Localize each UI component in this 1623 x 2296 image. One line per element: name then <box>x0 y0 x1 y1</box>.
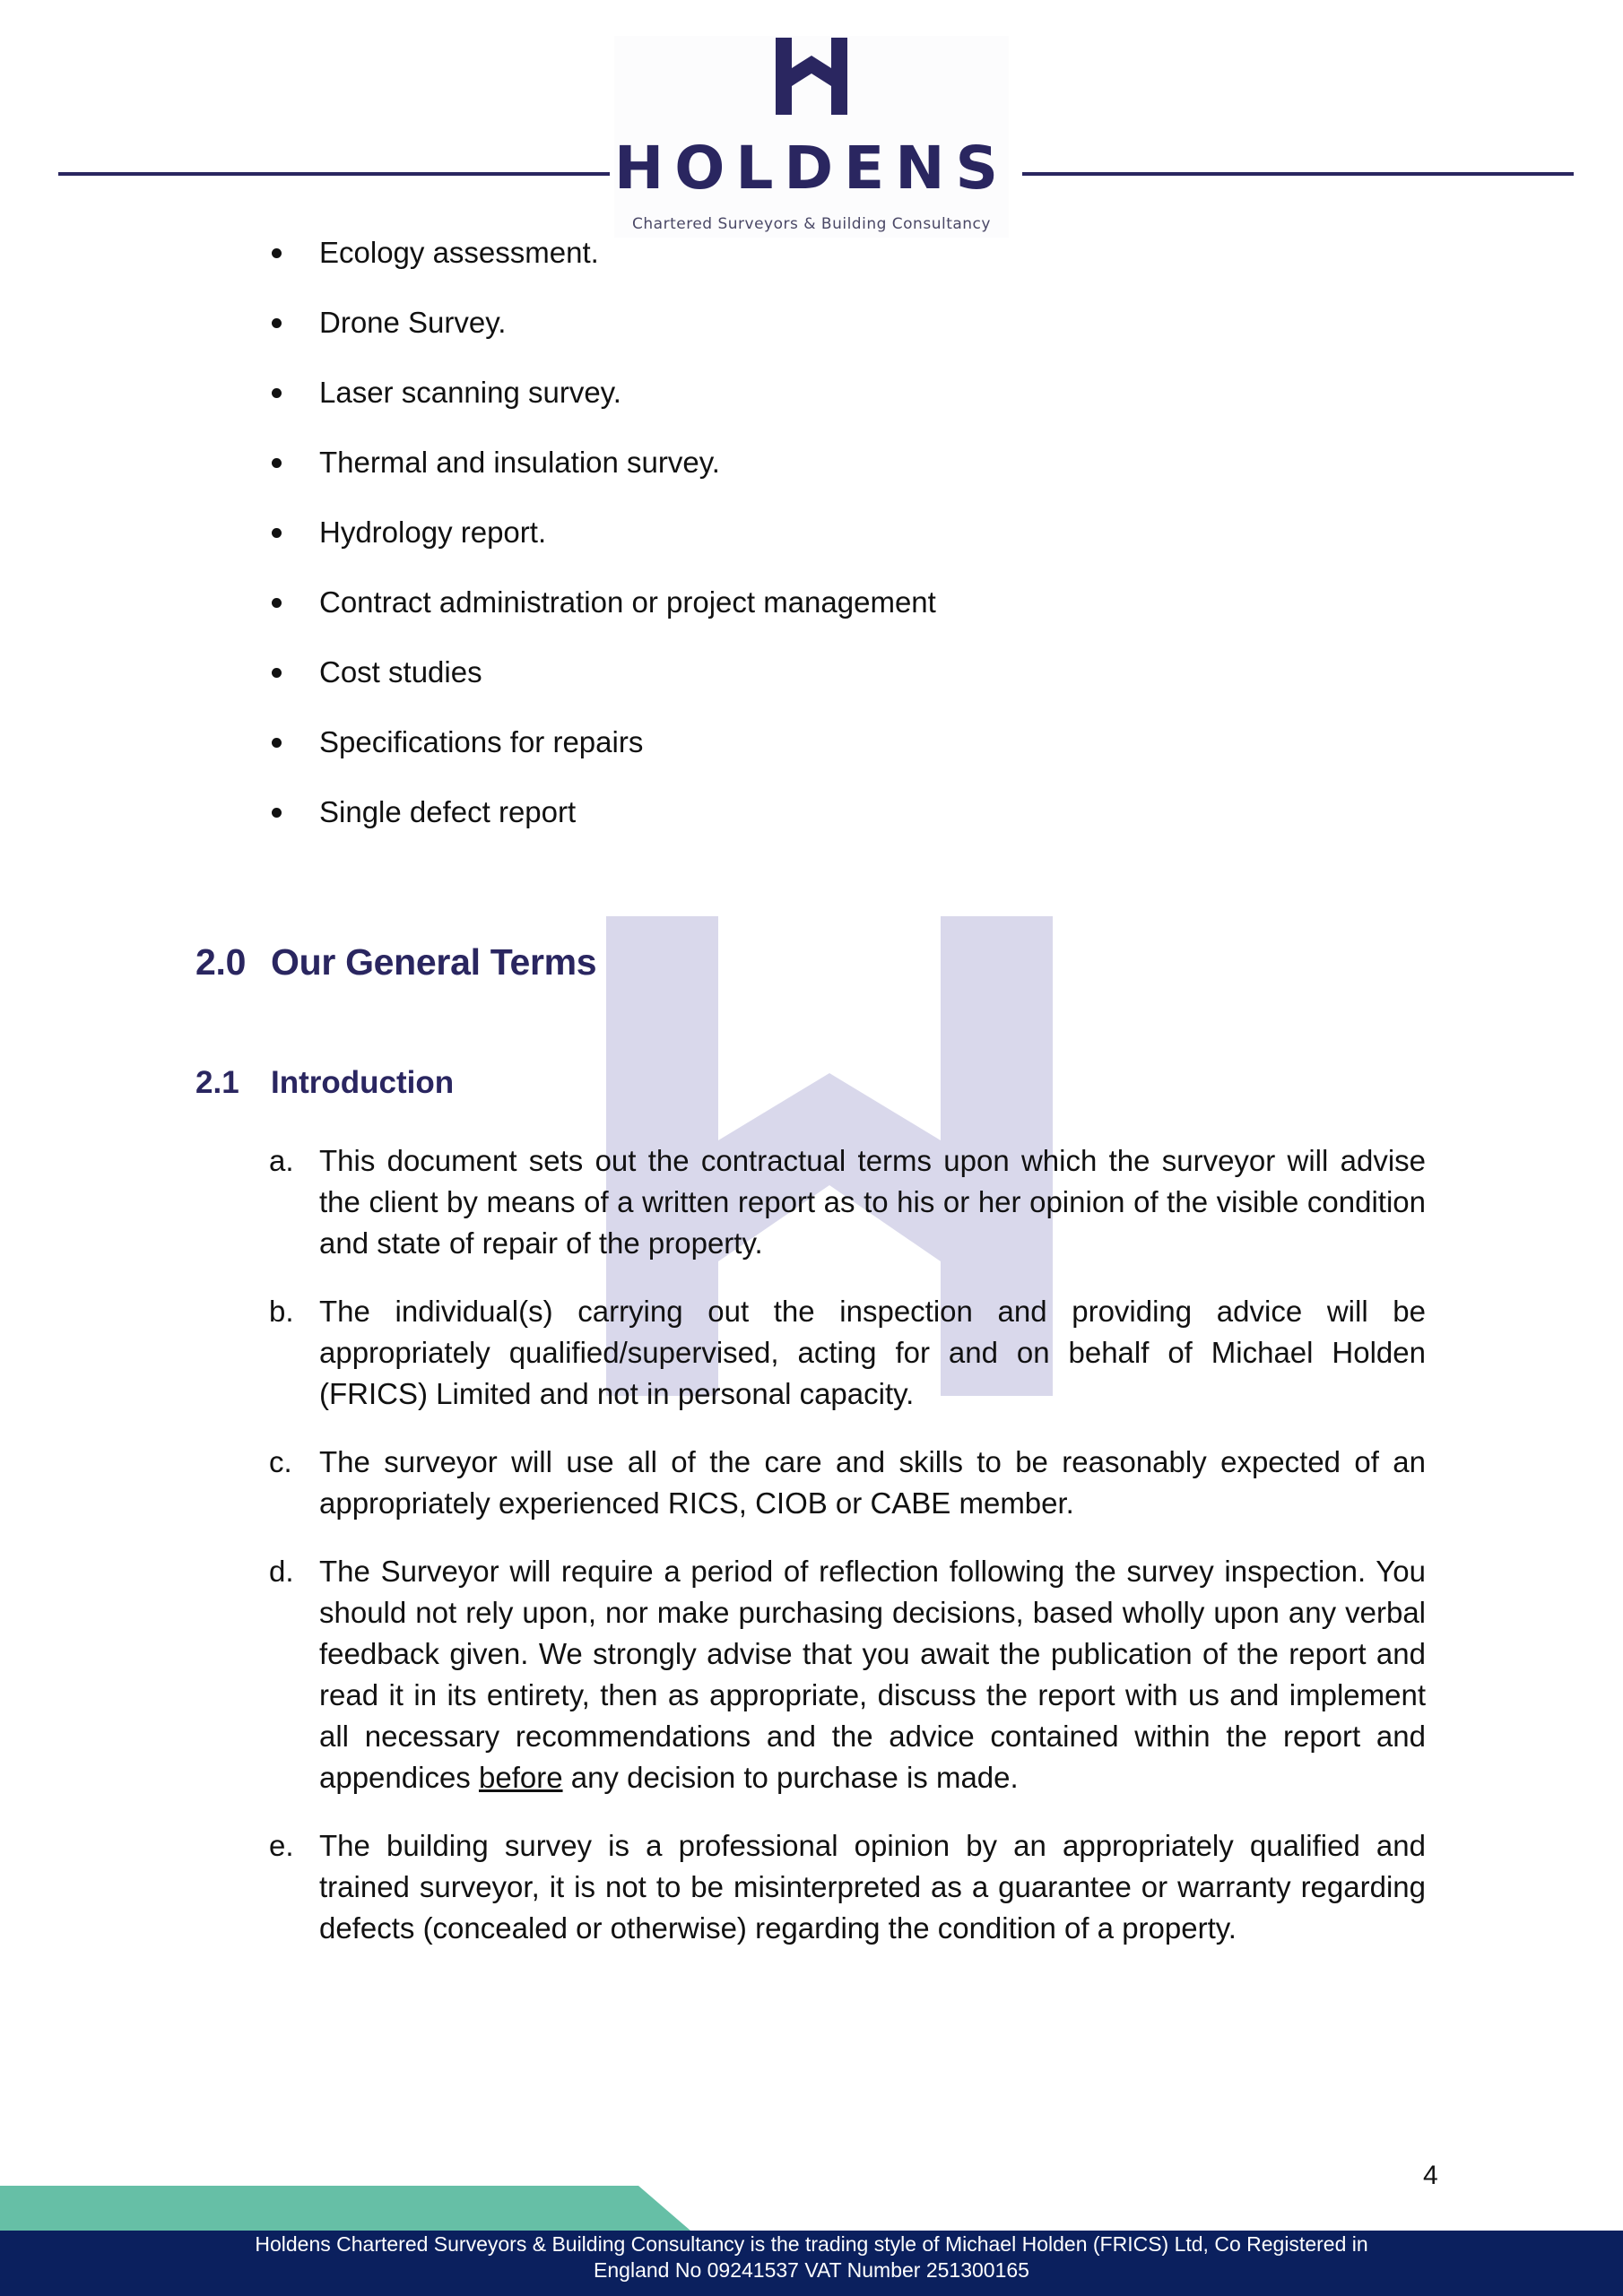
list-item: Contract administration or project management <box>269 585 936 654</box>
bullet-icon <box>272 738 282 748</box>
term-paragraph-c: c. The surveyor will use all of the care and skills to be reasonably expected of an appropriately experienced RICS, CIOB or CABE member. <box>269 1445 1426 1520</box>
header-rule-left <box>58 172 610 176</box>
footer-line-2: England No 09241537 VAT Number 251300165 <box>594 2258 1029 2282</box>
emphasis-before: before <box>478 1761 563 1794</box>
bullet-icon <box>272 318 282 328</box>
subsection-number: 2.1 <box>195 1065 239 1100</box>
services-list <box>269 235 936 864</box>
section-title: Our General Terms <box>271 941 597 983</box>
term-paragraph-e: e. The building survey is a professional opinion by an appropriately qualified and trained surveyor, it is not to be misinterpreted as a guarantee or warranty regarding defects (concealed or otherwise) regarding the condition of a property. <box>269 1829 1426 1945</box>
footer-accent-band <box>0 2186 690 2231</box>
term-paragraph-b: b. The individual(s) carrying out the inspection and providing advice will be appropriately qualified/supervised, acting for and on behalf of Michael Holden (FRICS) Limited and not in personal capacity. <box>269 1295 1426 1410</box>
list-item: Laser scanning survey. <box>269 375 936 445</box>
list-item: Thermal and insulation survey. <box>269 445 936 515</box>
bullet-icon <box>272 248 282 258</box>
list-item: Drone Survey. <box>269 305 936 375</box>
logo-wordmark: HOLDENS <box>614 134 1010 203</box>
list-item: Specifications for repairs <box>269 724 936 794</box>
section-number: 2.0 <box>195 941 247 983</box>
subsection-heading <box>195 1065 454 1101</box>
page-number: 4 <box>1423 2161 1438 2190</box>
list-item: Cost studies <box>269 654 936 724</box>
term-paragraph-a: a. This document sets out the contractual terms upon which the surveyor will advise the client by means of a written report as to his or her opinion of the visible condition and state of repair of the property. <box>269 1144 1426 1260</box>
bullet-icon <box>272 668 282 678</box>
section-heading <box>195 941 596 983</box>
header-rule-right <box>1022 172 1574 176</box>
subsection-title: Introduction <box>271 1065 455 1100</box>
bullet-icon <box>272 598 282 608</box>
bullet-icon <box>272 808 282 818</box>
list-item: Ecology assessment. <box>269 235 936 305</box>
bullet-icon <box>272 528 282 538</box>
footer-line-1: Holdens Chartered Surveyors & Building Consultancy is the trading style of Michael Holden (FRICS) Ltd, Co Registered in <box>255 2232 1368 2256</box>
logo-h-icon <box>776 38 847 115</box>
company-logo <box>614 36 1009 238</box>
list-item: Single defect report <box>269 794 936 864</box>
list-item: Hydrology report. <box>269 515 936 585</box>
term-paragraph-d: d. The Surveyor will require a period of reflection following the survey inspection. You should not rely upon, nor make purchasing decisions, based wholly upon any verbal feedback given. We strongly advise that you await the publication of the report and read it in its entirety, then as appropriate, discuss the report with us and implement all necessary recommendations and the advice contained within the report and appendices before any decision to purchase is made. <box>269 1555 1426 1794</box>
logo-tagline: Chartered Surveyors & Building Consultancy <box>632 215 991 233</box>
page-footer <box>0 2231 1623 2296</box>
bullet-icon <box>272 388 282 398</box>
terms-list <box>269 1140 1426 1976</box>
bullet-icon <box>272 458 282 468</box>
